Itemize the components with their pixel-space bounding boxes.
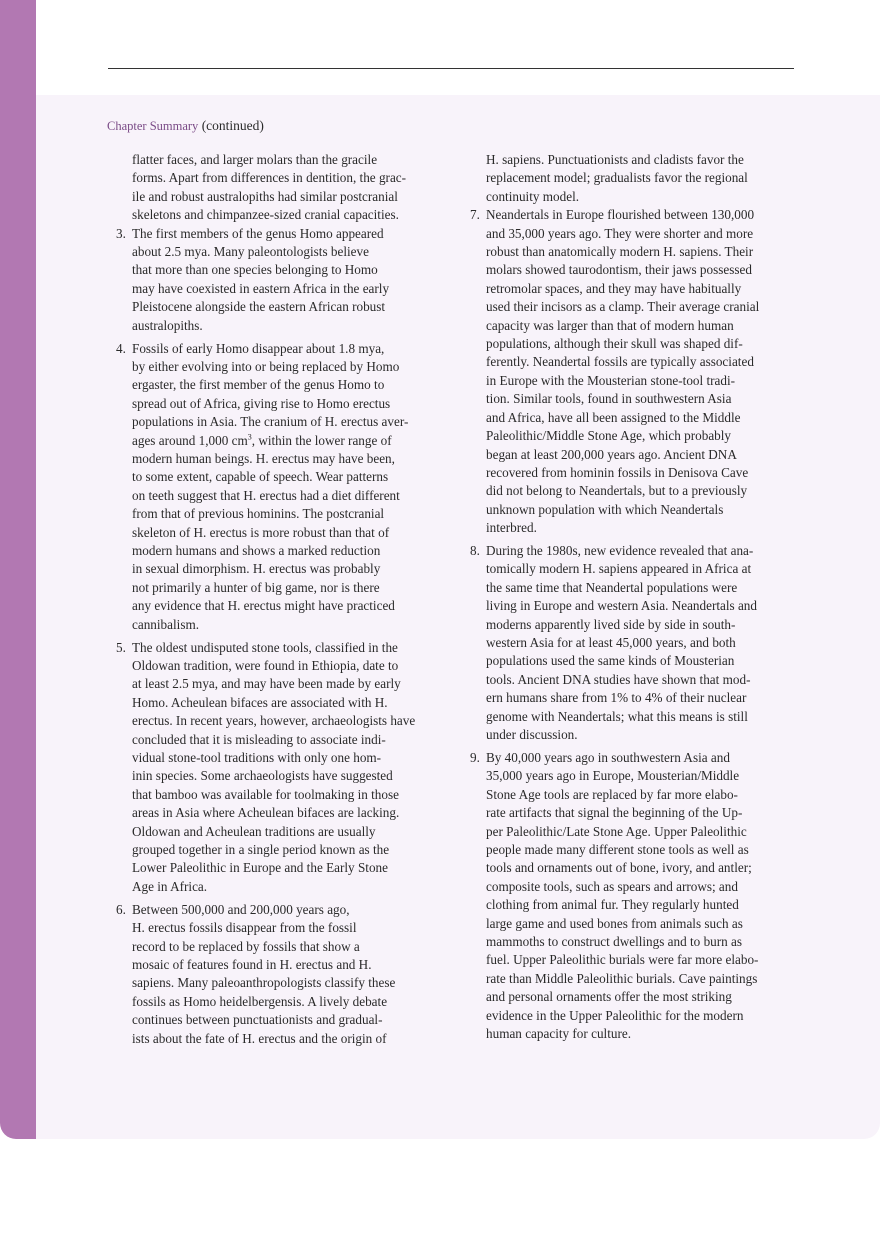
summary-item-6: 6. Between 500,000 and 200,000 years ago, H. erectus fossils disappear from the fossil record to be replaced by fossils that show a mosaic of features found in H. erectus and H. sapiens. Many paleoanthropologists classify these fossils as Homo heidelbergensis. A lively debate continues between punctuationists and gradual- ists about the fate of H. erectus and the origin of [116, 901, 396, 1046]
left-column [116, 151, 428, 1053]
line-with-superscript: ages around 1,000 $cm^3$, within the lower range of [132, 432, 392, 448]
summary-item-7: 7. Neandertals in Europe flourished between 130,000 and 35,000 years ago. They were shorter and more robust than anatomically modern H. sapiens. Their molars showed taurodontism, their jaws possessed retromolar spaces, and they may have habitually used their incisors as a clamp. Their average cranial capacity was larger than that of modern human populations, although their skull was shaped dif- ferently. Neandertal fossils are typically associated in Europe with the Mousterian stone-tool tradi- tion. Similar tools, found in southwestern Asia and Africa, have all been assigned to the Middle Paleolithic/Middle Stone Age, which probably began at least 200,000 years ago. Ancient DNA recovered from hominin fossils in Denisova Cave did not belong to Neandertals, but to a previously unknown population with which Neandertals interbred. [470, 207, 760, 536]
item-number: 7. [470, 207, 480, 223]
summary-item-4: 4. Fossils of early Homo disappear about 1.8 mya, by either evolving into or being replaced by Homo ergaster, the first member of the genus Homo to spread out of Africa, giving rise to Homo erectus populations in Asia. The cranium of H. erectus aver- ages around 1,000 $cm^3$, within the lower range of modern human beings. H. erectus may have been, to some extent, capable of speech. Wear patterns on teeth suggest that H. erectus had a diet different from that of previous hominins. The postcranial skeleton of H. erectus is more robust than that of modern humans and shows a marked reduction in sexual dimorphism. H. erectus was probably not primarily a hunter of big game, nor is there any evidence that H. erectus might have practiced cannibalism. [116, 340, 428, 635]
summary-item-9: 9. By 40,000 years ago in southwestern Asia and 35,000 years ago in Europe, Mousterian/Middle Stone Age tools are replaced by far more elabo- rate artifacts that signal the beginning of the Up- per Paleolithic/Late Stone Age. Upper Paleolithic people made many different stone tools as well as tools and ornaments out of bone, ivory, and antler; composite tools, such as spears and arrows; and clothing from animal fur. They regularly hunted large game and used bones from animals such as mammoths to construct dwellings and to burn as fuel. Upper Paleolithic burials were far more elabo- rate than Middle Paleolithic burials. Cave paintings and personal ornaments offer the most striking evidence in the Upper Paleolithic for the modern human capacity for culture. [470, 750, 759, 1042]
item-number: 5. [116, 639, 126, 655]
right-column [470, 151, 774, 1048]
item-number: 8. [470, 543, 480, 559]
summary-item-8: 8. During the 1980s, new evidence revealed that ana- tomically modern H. sapiens appeared in Africa at the same time that Neandertal populations were living in Europe and western Asia. Neandertals and moderns apparently lived side by side in south- western Asia for at least 45,000 years, and both populations used the same kinds of Mousterian tools. Ancient DNA studies have shown that mod- ern humans share from 1% to 4% of their nuclear genome with Neandertals; what this means is still under discussion. [470, 543, 757, 743]
section-title: Chapter Summary [107, 119, 199, 133]
summary-item-3: 3. The first members of the genus Homo appeared about 2.5 mya. Many paleontologists believe that more than one species belonging to Homo may have coexisted in eastern Africa in the early Pleistocene alongside the eastern African robust australopiths. [116, 225, 390, 333]
header-rule [108, 68, 794, 69]
item-number: 9. [470, 750, 480, 765]
continued-paragraph: flatter faces, and larger molars than the gracile forms. Apart from differences in dentition, the grac- ile and robust australopiths had similar postcranial skeletons and chimpanzee-sized cranial capacities. [132, 152, 407, 223]
item-number: 6. [116, 901, 126, 917]
chapter-side-tab [0, 0, 36, 1139]
continued-label: (continued) [201, 118, 264, 133]
item-number: 3. [116, 225, 126, 241]
item-number: 4. [116, 340, 126, 356]
section-heading [107, 118, 264, 134]
continued-paragraph: H. sapiens. Punctuationists and cladists favor the replacement model; gradualists favor the regional continuity model. [486, 152, 748, 204]
superscript: 3 [247, 432, 252, 442]
summary-item-5: 5. The oldest undisputed stone tools, classified in the Oldowan tradition, were found in Ethiopia, date to at least 2.5 mya, and may have been made by early Homo. Acheulean bifaces are associated with H. erectus. In recent years, however, archaeologists have concluded that it is misleading to associate indi- vidual stone-tool traditions with only one hom- inin species. Some archaeologists have suggested that bamboo was available for toolmaking in those areas in Asia where Acheulean bifaces are lacking. Oldowan and Acheulean traditions are usually grouped together in a single period known as the Lower Paleolithic in Europe and the Early Stone Age in Africa. [116, 639, 416, 894]
